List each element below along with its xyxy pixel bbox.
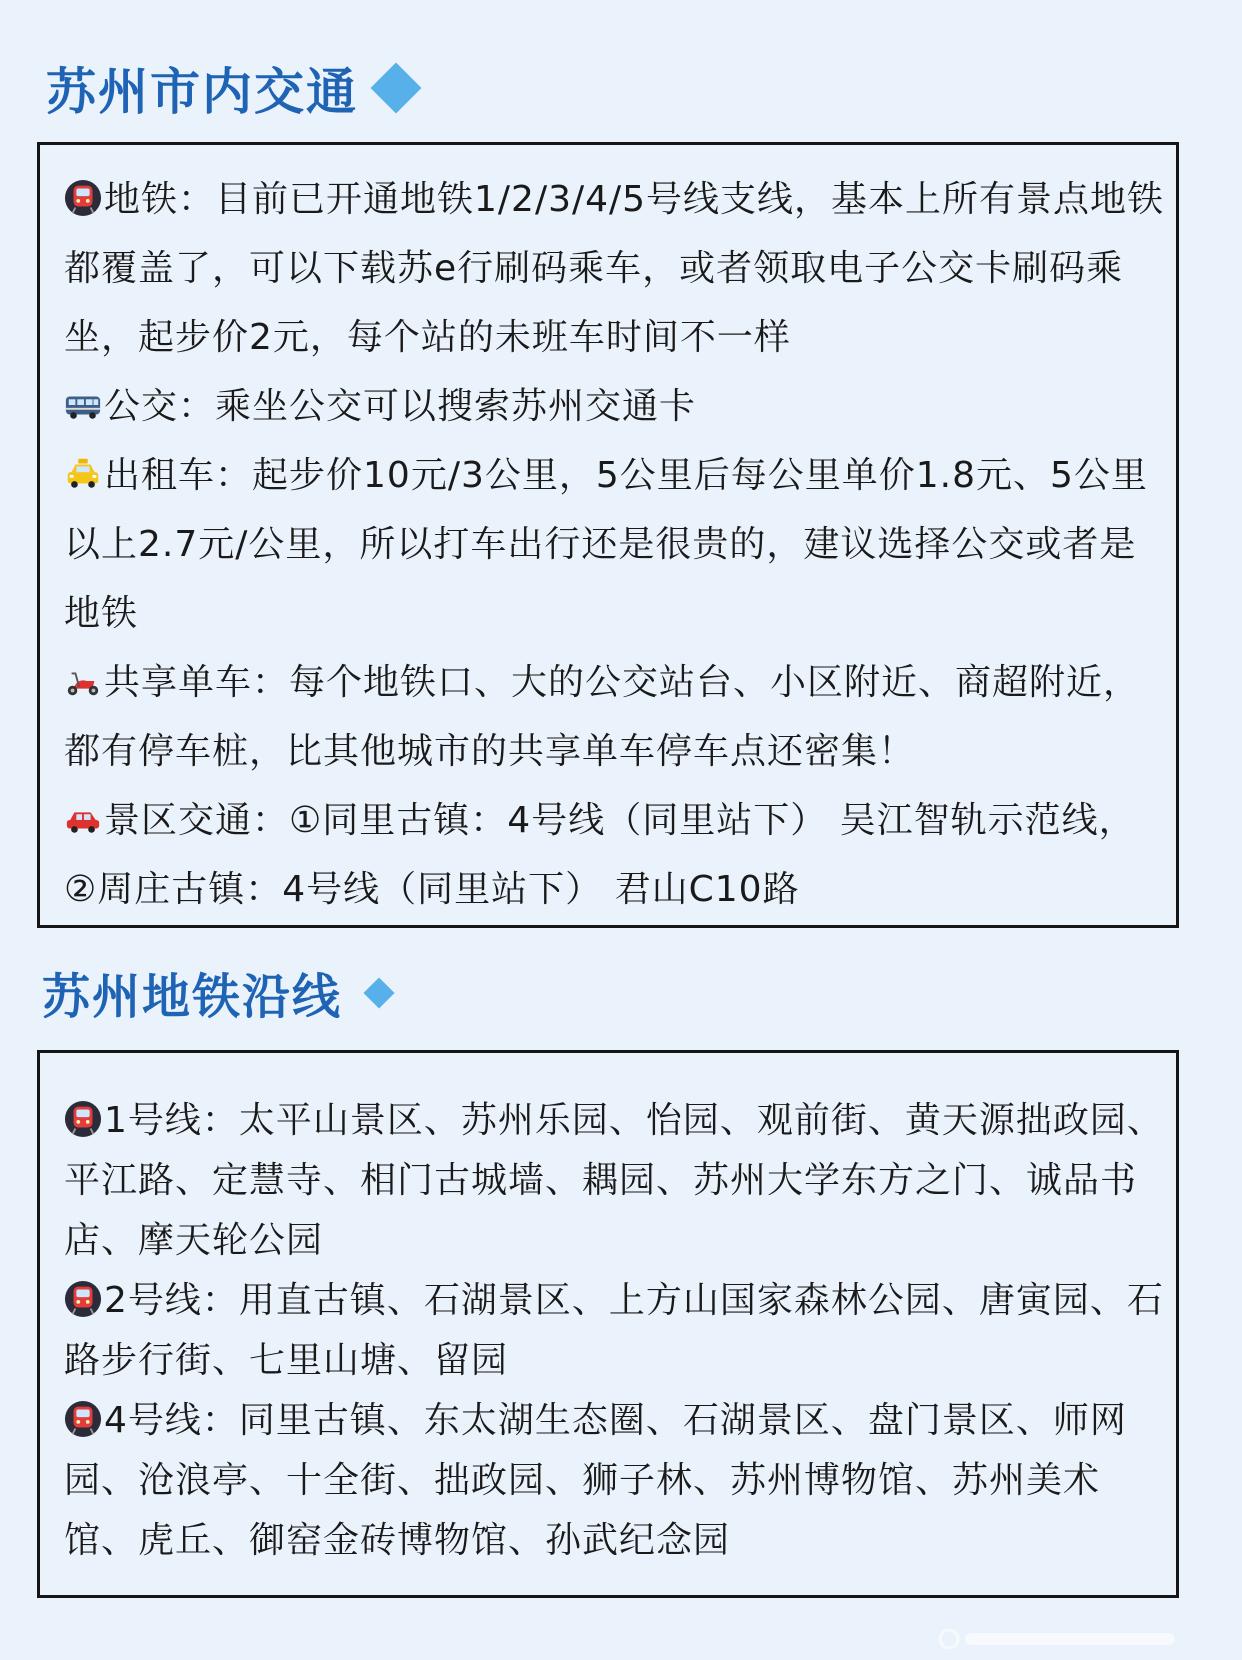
- line-4-text: 同里古镇、东太湖生态圈、石湖景区、盘门景区、师网园、沧浪亭、十全街、拙政园、狮子林、苏州博物馆、苏州美术馆、虎丘、御窑金砖博物馆、孙武纪念园: [64, 1400, 1127, 1561]
- bus-icon: [64, 386, 102, 424]
- diamond-icon: [363, 977, 394, 1008]
- bus-text: 乘坐公交可以搜索苏州交通卡: [215, 386, 697, 427]
- list-item-shared-bike: [64, 648, 1166, 786]
- car-icon: [64, 800, 102, 838]
- scenic-transport-text: ①同里古镇：4号线（同里站下） 吴江智轨示范线，②周庄古镇：4号线（同里站下） 君山C10路: [64, 800, 1136, 910]
- shared-bike-label: 共享单车：: [104, 662, 290, 703]
- taxi-text: 起步价10元/3公里，5公里后每公里单价1.8元、5公里以上2.7元/公里，所以打车出行还是很贵的，建议选择公交或者是地铁: [64, 455, 1148, 634]
- shared-bike-text: 每个地铁口、大的公交站台、小区附近、商超附近，都有停车桩，比其他城市的共享单车停车点还密集！: [64, 662, 1141, 772]
- metro-text: 目前已开通地铁1/2/3/4/5号线支线，基本上所有景点地铁都覆盖了，可以下载苏e行刷码乘车，或者领取电子公交卡刷码乘坐，起步价2元，每个站的未班车时间不一样: [64, 179, 1165, 358]
- bus-label: 公交：: [104, 386, 216, 427]
- scenic-transport-label: 景区交通：: [104, 800, 290, 841]
- scooter-icon: [64, 662, 102, 700]
- line-2-label: 2号线：: [104, 1280, 239, 1321]
- diamond-icon: [371, 63, 422, 114]
- metro-icon: [64, 1100, 102, 1138]
- list-item-line-2: [64, 1271, 1166, 1391]
- list-item-taxi: [64, 441, 1166, 648]
- list-item-line-1: [64, 1091, 1166, 1271]
- section-title-transport: [46, 52, 414, 124]
- taxi-label: 出租车：: [104, 455, 253, 496]
- line-2-text: 用直古镇、石湖景区、上方山国家森林公园、唐寅园、石路步行街、七里山塘、留园: [64, 1280, 1164, 1381]
- metro-icon: [64, 179, 102, 217]
- metro-icon: [64, 1400, 102, 1438]
- taxi-icon: [64, 455, 102, 493]
- list-item-bus: [64, 372, 1166, 441]
- metro-lines-box: [37, 1050, 1179, 1598]
- list-item-line-4: [64, 1391, 1166, 1571]
- section-title-metro-lines: [42, 958, 390, 1027]
- list-item-scenic-transport: [64, 786, 1166, 924]
- list-item-metro: [64, 165, 1166, 372]
- metro-icon: [64, 1280, 102, 1318]
- section-title-text: 苏州地铁沿线: [42, 969, 343, 1025]
- line-1-text: 太平山景区、苏州乐园、怡园、观前街、黄天源拙政园、平江路、定慧寺、相门古城墙、耦园、苏州大学东方之门、诚品书店、摩天轮公园: [64, 1100, 1164, 1261]
- watermark-logo: [935, 1625, 1195, 1653]
- transport-info-box: [37, 142, 1179, 928]
- metro-label: 地铁：: [104, 179, 216, 220]
- section-title-text: 苏州市内交通: [46, 63, 358, 121]
- line-4-label: 4号线：: [104, 1400, 239, 1441]
- line-1-label: 1号线：: [104, 1100, 239, 1141]
